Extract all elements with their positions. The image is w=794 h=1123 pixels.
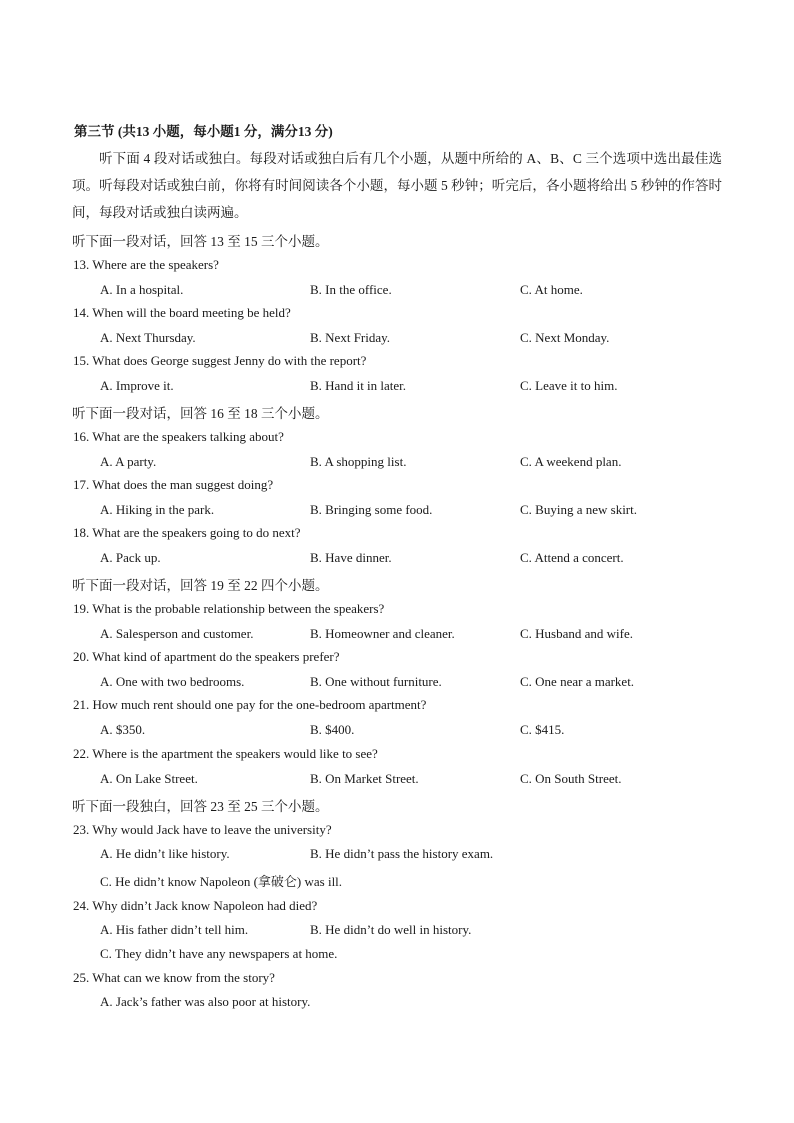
option-c: C. On South Street. xyxy=(520,771,622,786)
option-c: C. At home. xyxy=(520,282,583,297)
option-c: C. Buying a new skirt. xyxy=(520,502,637,517)
option-a: A. Hiking in the park. xyxy=(100,502,215,517)
option-c: C. They didn’t have any newspapers at home. xyxy=(100,946,338,961)
option-b: B. He didn’t pass the history exam. xyxy=(310,846,494,861)
group-intro: 听下面一段对话，回答 16 至 18 三个小题。 xyxy=(72,406,329,421)
option-a: A. His father didn’t tell him. xyxy=(100,922,249,937)
question-stem: 14. When will the board meeting be held? xyxy=(73,305,291,320)
option-a: A. One with two bedrooms. xyxy=(100,674,245,689)
question-stem: 21. How much rent should one pay for the one-bedroom apartment? xyxy=(73,697,427,712)
group-intro: 听下面一段对话，回答 13 至 15 三个小题。 xyxy=(72,234,329,249)
option-a: A. Pack up. xyxy=(100,550,161,565)
option-b: B. On Market Street. xyxy=(310,771,419,786)
option-a: A. Improve it. xyxy=(100,378,174,393)
question-stem: 13. Where are the speakers? xyxy=(73,257,219,272)
option-c: C. A weekend plan. xyxy=(520,454,622,469)
option-a: A. $350. xyxy=(100,722,146,737)
option-b: B. $400. xyxy=(310,722,355,737)
option-a: A. Jack’s father was also poor at history. xyxy=(100,994,311,1009)
option-b: B. One without furniture. xyxy=(310,674,442,689)
question-stem: 22. Where is the apartment the speakers would like to see? xyxy=(73,746,378,761)
question-stem: 17. What does the man suggest doing? xyxy=(73,477,274,492)
question-stem: 18. What are the speakers going to do next? xyxy=(73,525,301,540)
group-intro: 听下面一段独白，回答 23 至 25 三个小题。 xyxy=(72,799,329,814)
option-a: A. Salesperson and customer. xyxy=(100,626,254,641)
option-c: C. Leave it to him. xyxy=(520,378,618,393)
question-stem: 16. What are the speakers talking about? xyxy=(73,429,284,444)
question-stem: 25. What can we know from the story? xyxy=(73,970,275,985)
question-stem: 15. What does George suggest Jenny do with the report? xyxy=(73,353,367,368)
option-a: A. He didn’t like history. xyxy=(100,846,230,861)
option-c: C. Next Monday. xyxy=(520,330,610,345)
option-b: B. Homeowner and cleaner. xyxy=(310,626,455,641)
option-a: A. A party. xyxy=(100,454,157,469)
option-c: C. One near a market. xyxy=(520,674,635,689)
option-b: B. Have dinner. xyxy=(310,550,392,565)
section-instructions: 听下面 4 段对话或独白。每段对话或独白后有几个小题，从题中所给的 A、B、C 三个选项中选出最佳选项。听每段对话或独白前，你将有时间阅读各个小题，每小题 5 秒钟；听完后，各小题将给出 5 秒钟的作答时间，每段对话或独白读两遍。 xyxy=(72,151,722,220)
option-c: C. $415. xyxy=(520,722,565,737)
option-b: B. Next Friday. xyxy=(310,330,391,345)
option-a: A. In a hospital. xyxy=(100,282,184,297)
option-b: B. Hand it in later. xyxy=(310,378,407,393)
option-a: A. On Lake Street. xyxy=(100,771,198,786)
option-c: C. He didn’t know Napoleon (拿破仑) was ill. xyxy=(100,874,343,889)
section-title: 第三节 (共13 小题，每小题1 分，满分13 分) xyxy=(74,124,333,139)
option-c: C. Attend a concert. xyxy=(520,550,624,565)
option-b: B. In the office. xyxy=(310,282,392,297)
group-intro: 听下面一段对话，回答 19 至 22 四个小题。 xyxy=(72,578,329,593)
question-stem: 23. Why would Jack have to leave the university? xyxy=(73,822,332,837)
option-c: C. Husband and wife. xyxy=(520,626,634,641)
question-stem: 19. What is the probable relationship between the speakers? xyxy=(73,601,385,616)
question-stem: 20. What kind of apartment do the speakers prefer? xyxy=(73,649,340,664)
question-stem: 24. Why didn’t Jack know Napoleon had died? xyxy=(73,898,318,913)
option-b: B. Bringing some food. xyxy=(310,502,433,517)
option-b: B. A shopping list. xyxy=(310,454,407,469)
option-b: B. He didn’t do well in history. xyxy=(310,922,472,937)
option-a: A. Next Thursday. xyxy=(100,330,196,345)
